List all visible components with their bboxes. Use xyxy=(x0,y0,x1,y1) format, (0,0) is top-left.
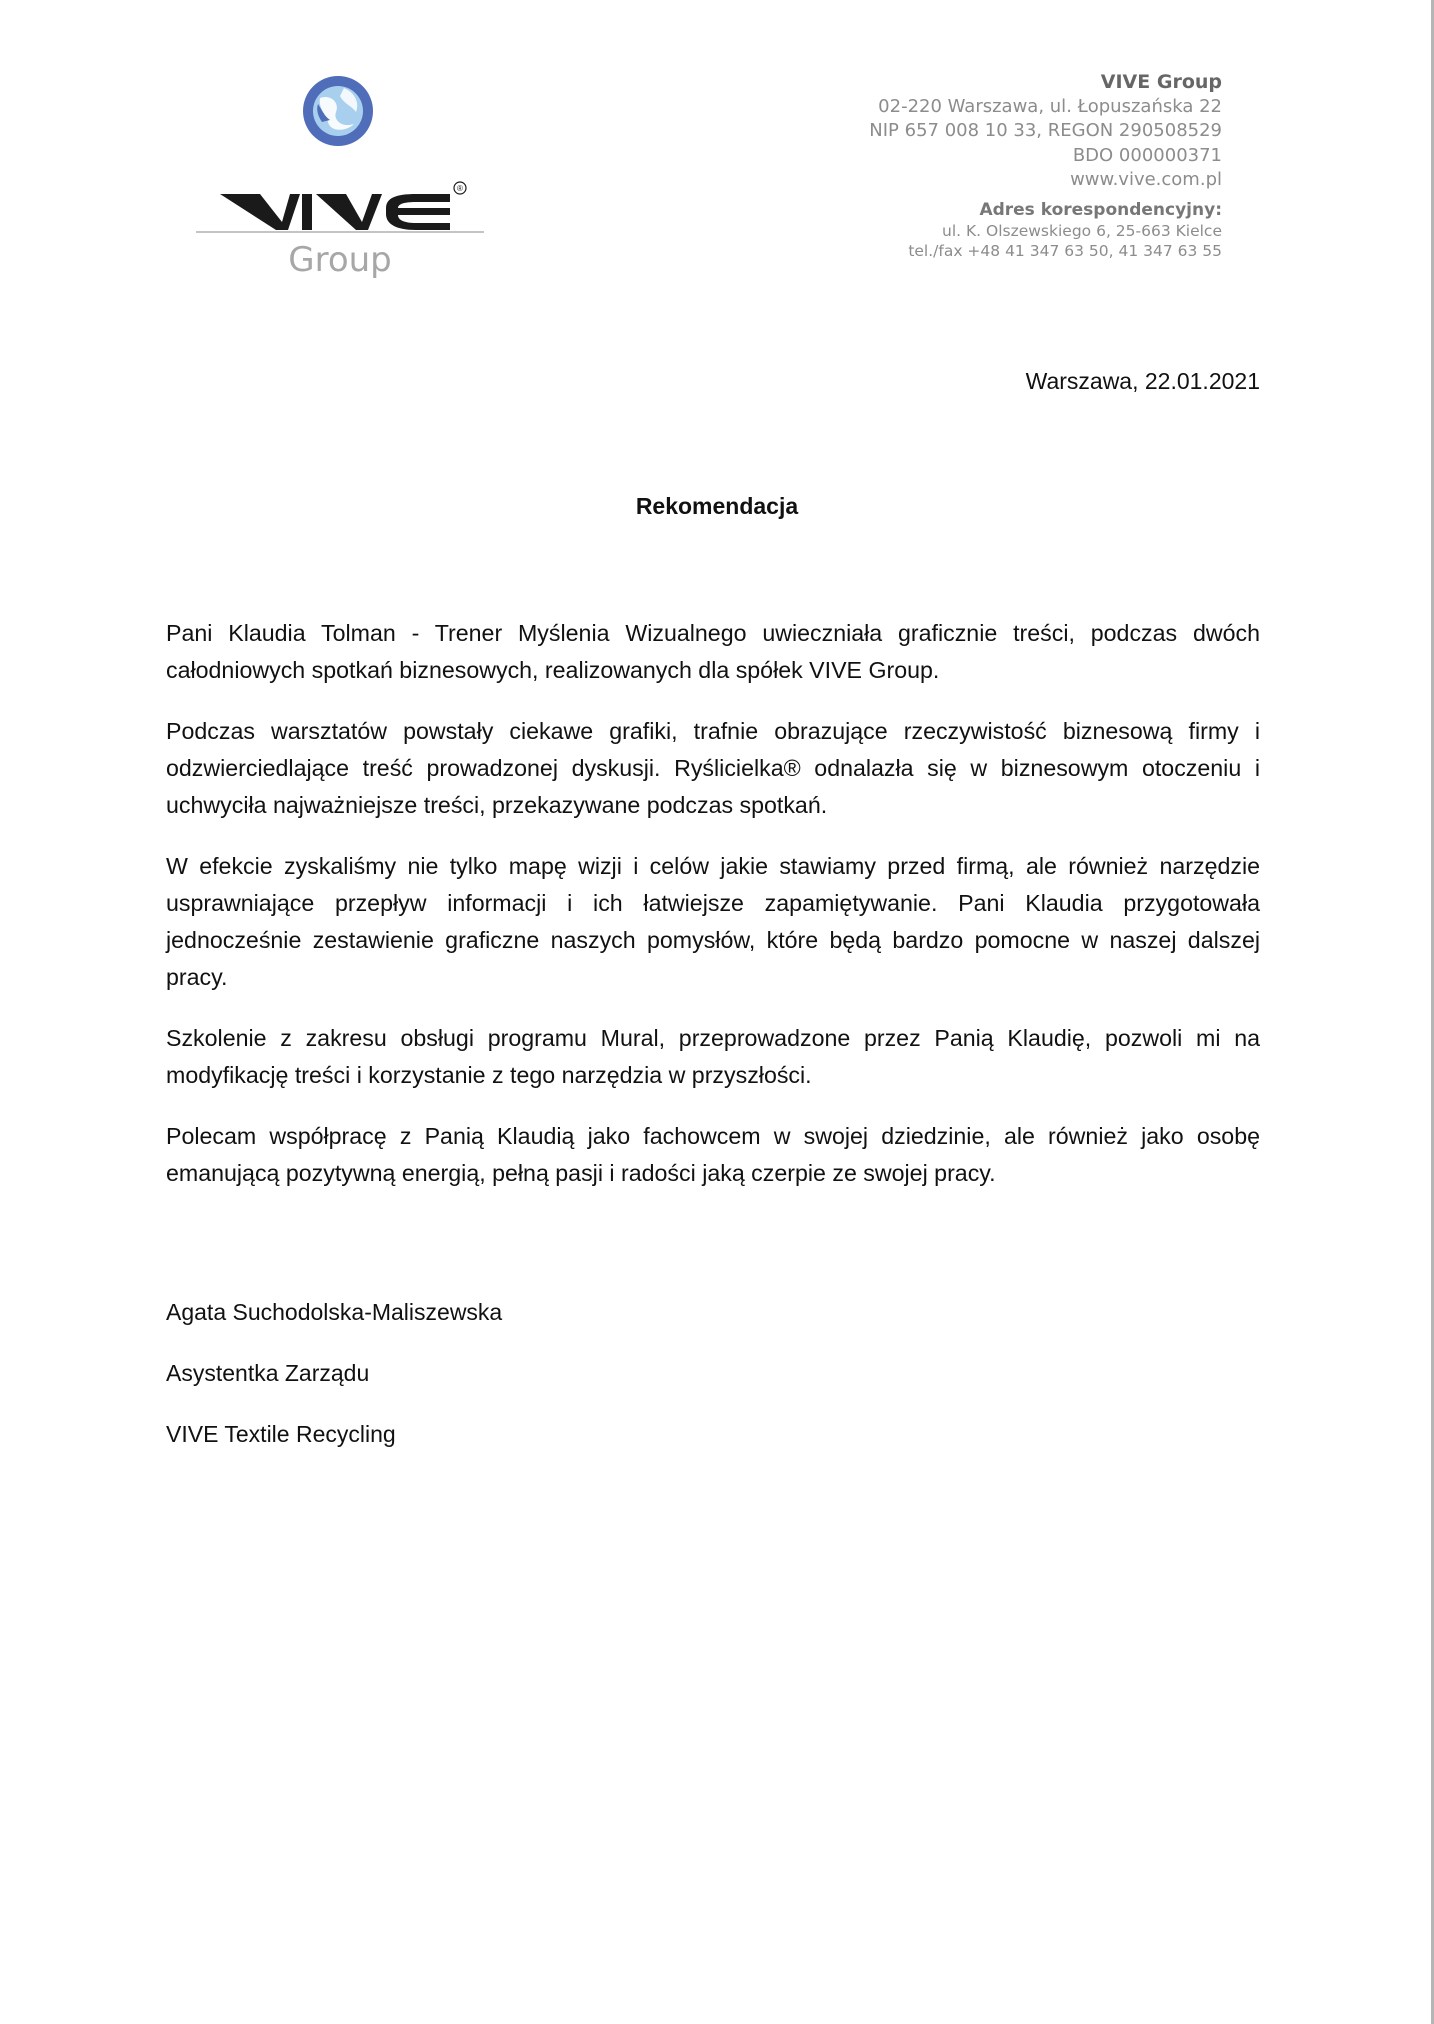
signature-block xyxy=(166,1282,502,1465)
vive-wordmark xyxy=(220,178,470,234)
paragraph: Szkolenie z zakresu obsługi programu Mural, przeprowadzone przez Panią Klaudię, pozwoli mi na modyfikację treści i korzystanie z tego narzędzia w przyszłości. xyxy=(166,1025,1260,1088)
paragraph: Polecam współpracę z Panią Klaudią jako fachowcem w swojej dziedzinie, ale również jako osobę emanującą pozytywną energią, pełną pasji i radości jaką czerpie ze swojej pracy. xyxy=(166,1123,1260,1186)
letter-title: Rekomendacja xyxy=(635,493,799,519)
letter-body xyxy=(166,615,1260,1216)
company-registration: NIP 657 008 10 33, REGON 290508529 xyxy=(869,120,1222,141)
paragraph: W efekcie zyskaliśmy nie tylko mapę wizji i celów jakie stawiamy przed firmą, ale również narzędzie usprawniające przepływ informacji i ich łatwiejsze zapamiętywanie. Pani Klaudia przygotowała jednocześnie zestawienie graficzne naszych pomysłów, które będą bardzo pomocne w naszej dalszej pracy. xyxy=(166,853,1260,990)
company-address: 02-220 Warszawa, ul. Łopuszańska 22 xyxy=(878,95,1222,117)
company-header xyxy=(869,70,1222,261)
signatory-name: Agata Suchodolska-Maliszewska xyxy=(166,1299,503,1325)
company-bdo: BDO 000000371 xyxy=(1072,144,1222,166)
company-website: www.vive.com.pl xyxy=(1070,169,1222,190)
company-name: VIVE Group xyxy=(1100,71,1222,93)
correspondence-title: Adres korespondencyjny: xyxy=(979,199,1222,220)
vive-swirl-logo-icon xyxy=(300,72,376,148)
paragraph: Pani Klaudia Tolman - Trener Myślenia Wizualnego uwieczniała graficznie treści, podczas dwóch całodniowych spotkań biznesowych, realizowanych dla spółek VIVE Group. xyxy=(166,620,1260,683)
logo-subtitle: Group xyxy=(288,240,392,280)
signatory-company: VIVE Textile Recycling xyxy=(166,1421,396,1447)
company-phone: tel./fax +48 41 347 63 50, 41 347 63 55 xyxy=(908,241,1222,260)
signatory-position: Asystentka Zarządu xyxy=(166,1360,370,1386)
vive-group-logo xyxy=(190,70,490,290)
place-date: Warszawa, 22.01.2021 xyxy=(1025,368,1260,394)
logo-divider xyxy=(196,231,484,233)
paragraph: Podczas warsztatów powstały ciekawe grafiki, trafnie obrazujące rzeczywistość biznesową firmy i odzwierciedlające treść prowadzonej dyskusji. Ryślicielka® odnalazła się w biznesowym otoczeniu i uchwyciła najważniejsze treści, przekazywane podczas spotkań. xyxy=(166,718,1260,818)
svg-text:®: ® xyxy=(457,184,463,193)
correspondence-address: ul. K. Olszewskiego 6, 25-663 Kielce xyxy=(942,221,1222,240)
